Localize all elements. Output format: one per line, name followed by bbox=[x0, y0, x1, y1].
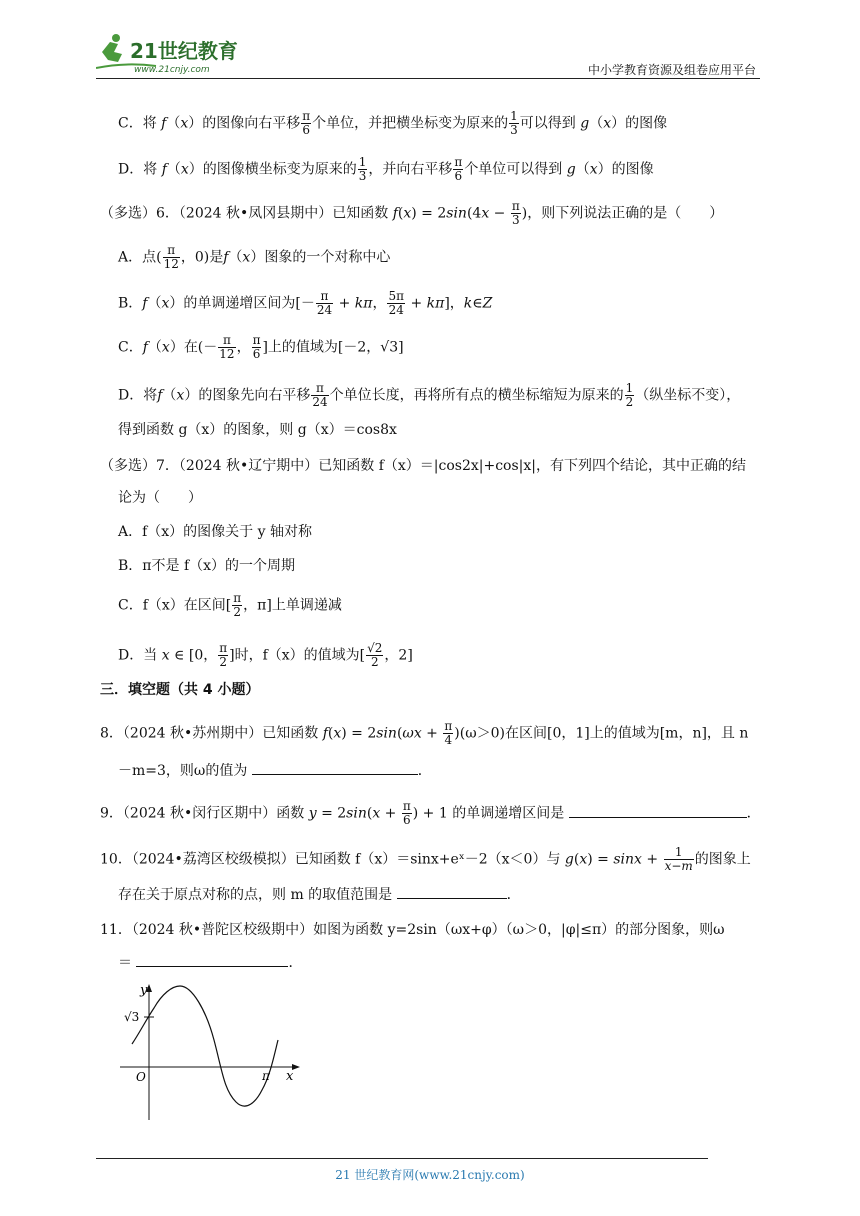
q5-option-c: C．将 f（x）的图像向右平移 $\frac{\pi}{6}$ 个单位，并把横坐标变为原来的 $\frac{1}{3}$ 可以得到 g（x）的图像 bbox=[118, 109, 668, 137]
header-platform-text: 中小学教育资源及组卷应用平台 bbox=[587, 63, 756, 77]
q11-stem-cont: ＝ ． bbox=[118, 952, 302, 973]
q8-stem-cont: －m=3，则ω的值为 ． bbox=[118, 760, 432, 781]
q5-option-d: D．将 f（x）的图像横坐标变为原来的 $\frac{1}{3}$ ，并向右平移 $\frac{\pi}{6}$ 个单位可以得到 g（x）的图像 bbox=[118, 155, 654, 183]
q6-option-d: D．将f（x）的图象先向右平移 $\frac{\pi}{24}$ 个单位长度，再将所有点的横坐标缩短为原来的 $\frac{1}{2}$ （纵坐标不变）， bbox=[118, 381, 741, 409]
brand-name: 21世纪教育 bbox=[130, 39, 238, 63]
q6-option-d-cont: 得到函数 g（x）的图象，则 g（x）＝cos8x bbox=[118, 422, 397, 438]
q7-stem-cont: 论为（ ） bbox=[118, 490, 202, 506]
q9-answer-blank[interactable] bbox=[569, 803, 747, 818]
q8-answer-blank[interactable] bbox=[252, 760, 418, 775]
q10-answer-blank[interactable] bbox=[397, 884, 507, 899]
q7-option-a: A．f（x）的图像关于 y 轴对称 bbox=[118, 524, 312, 540]
q7-option-c: C．f（x）在区间[ $\frac{\pi}{2}$ ，π]上单调递减 bbox=[118, 591, 342, 619]
origin-label: O bbox=[136, 1070, 146, 1084]
q9-stem: 9．（2024 秋•闵行区期中）函数 y = 2sin(x + $\frac{\pi}{6}$ ) + 1 的单调递增区间是 ． bbox=[100, 799, 761, 827]
pi-label: π bbox=[262, 1069, 270, 1083]
q7-stem: （多选）7．（2024 秋•辽宁期中）已知函数 f（x）＝|cos2x|+cos|x|，有下列四个结论，其中正确的结 bbox=[100, 458, 746, 474]
q6-option-a: A．点( $\frac{\pi}{12}$ ，0)是f（x）图象的一个对称中心 bbox=[118, 243, 391, 271]
section-fill-in-title: 三．填空题（共 4 小题） bbox=[100, 682, 260, 698]
q7-option-d: D．当 x ∈ [0， $\frac{\pi}{2}$ ]时，f（x）的值域为[ $\frac{√2}{2}$ ，2] bbox=[118, 641, 413, 669]
q11-answer-blank[interactable] bbox=[136, 952, 288, 967]
page-header bbox=[96, 30, 760, 79]
q6-option-b: B．f（x）的单调递增区间为[－ $\frac{\pi}{24}$ + kπ， $\frac{5\pi}{24}$ + kπ]，k∈Z bbox=[118, 289, 493, 317]
sine-curve bbox=[132, 986, 278, 1106]
brand-url: www.21cnjy.com bbox=[134, 65, 210, 75]
sqrt3-label: √3 bbox=[124, 1010, 140, 1024]
page-footer: 21 世纪教育网(www.21cnjy.com) bbox=[335, 1168, 525, 1182]
y-axis-label: y bbox=[140, 983, 148, 998]
brand-logo bbox=[96, 32, 256, 76]
q6-option-c: C．f（x）在(－ $\frac{\pi}{12}$ ， $\frac{\pi}{6}$ ]上的值域为[－2，√3] bbox=[118, 333, 404, 361]
q8-stem: 8．（2024 秋•苏州期中）已知函数 f(x) = 2sin(ωx + $\frac{\pi}{4}$ )(ω＞0)在区间[0，1]上的值域为[m，n]，且 n bbox=[100, 719, 749, 747]
q7-option-b: B．π不是 f（x）的一个周期 bbox=[118, 558, 296, 574]
q11-stem: 11．（2024 秋•普陀区校级期中）如图为函数 y=2sin（ωx+φ）（ω＞0，|φ|≤π）的部分图象，则ω bbox=[100, 922, 725, 938]
q10-stem: 10．（2024•荔湾区校级模拟）已知函数 f（x）＝sinx+eˣ－2（x＜0）与 g(x) = sinx + $\frac{1}{x-m}$ 的图象上 bbox=[100, 845, 751, 873]
q6-stem: （多选）6．（2024 秋•凤冈县期中）已知函数 f(x) = 2sin(4x − $\frac{\pi}{3}$ )，则下列说法正确的是（ ） bbox=[100, 199, 724, 227]
q10-stem-cont: 存在关于原点对称的点，则 m 的取值范围是 ． bbox=[118, 884, 521, 905]
footer-divider bbox=[96, 1158, 708, 1159]
sine-graph bbox=[110, 980, 310, 1125]
x-axis-label: x bbox=[286, 1069, 294, 1084]
